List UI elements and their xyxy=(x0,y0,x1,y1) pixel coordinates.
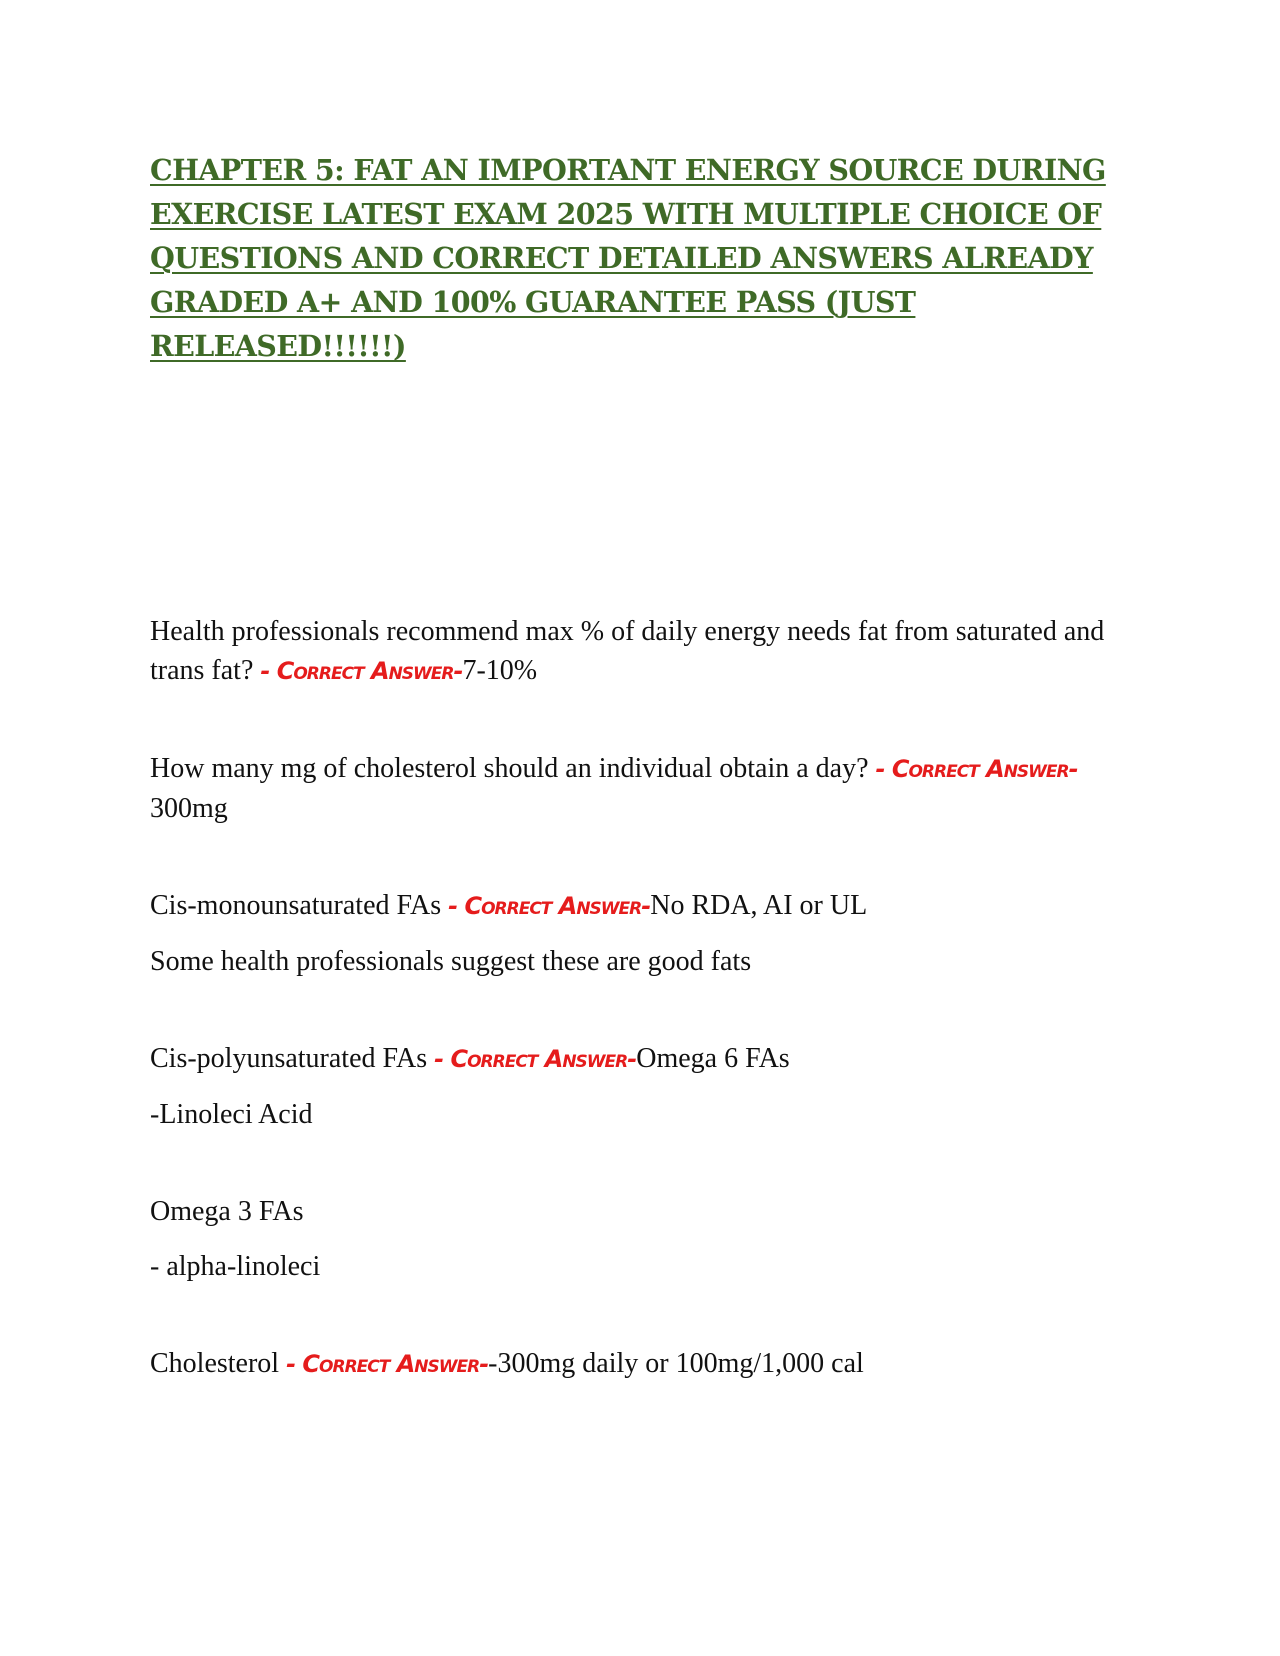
correct-answer-tag: - Correct Answer- xyxy=(875,755,1078,783)
qa-line xyxy=(150,886,1130,926)
qa-item xyxy=(150,886,1130,981)
correct-answer-tag: - Correct Answer- xyxy=(448,892,651,920)
qa-line xyxy=(150,1039,1130,1079)
answer-continuation: -Linoleci Acid xyxy=(150,1099,313,1130)
answer-continuation: - alpha-linoleci xyxy=(150,1251,321,1282)
correct-answer-tag: - Correct Answer- xyxy=(286,1350,489,1378)
qa-list xyxy=(150,612,1130,1442)
answer-text: Omega 6 FAs xyxy=(636,1043,790,1074)
answer-continuation: Some health professionals suggest these are good fats xyxy=(150,946,752,977)
qa-item xyxy=(150,1039,1130,1134)
qa-line xyxy=(150,1344,1130,1384)
document-title: CHAPTER 5: FAT AN IMPORTANT ENERGY SOURCE DURING EXERCISE LATEST EXAM 2025 WITH MULTIPLE CHOICE OF QUESTIONS AND CORRECT DETAILED ANSWERS ALREADY GRADED A+ AND 100% GUARANTEE PASS (JUST RELEASED!!!!!!) xyxy=(150,153,1106,363)
qa-item xyxy=(150,749,1130,828)
qa-item xyxy=(150,1192,1130,1286)
qa-item xyxy=(150,612,1130,691)
plain-line: Omega 3 FAs xyxy=(150,1196,304,1227)
qa-item xyxy=(150,1344,1130,1384)
correct-answer-tag: - Correct Answer- xyxy=(260,657,463,685)
question-text: Cholesterol xyxy=(150,1348,287,1379)
qa-line xyxy=(150,612,1130,691)
document-header xyxy=(150,148,1130,368)
question-text: Cis-monounsaturated FAs xyxy=(150,890,449,921)
qa-line xyxy=(150,749,1130,828)
answer-text: No RDA, AI or UL xyxy=(650,890,868,921)
question-text: Cis-polyunsaturated FAs xyxy=(150,1043,435,1074)
question-text: Health professionals recommend max % of daily energy needs fat from saturated and trans fat? xyxy=(150,616,1105,686)
question-text: How many mg of cholesterol should an individual obtain a day? xyxy=(150,753,876,784)
answer-text: 300mg xyxy=(150,793,228,824)
answer-text: 7-10% xyxy=(462,655,538,686)
correct-answer-tag: - Correct Answer- xyxy=(434,1045,637,1073)
answer-text: -300mg daily or 100mg/1,000 cal xyxy=(488,1348,864,1379)
